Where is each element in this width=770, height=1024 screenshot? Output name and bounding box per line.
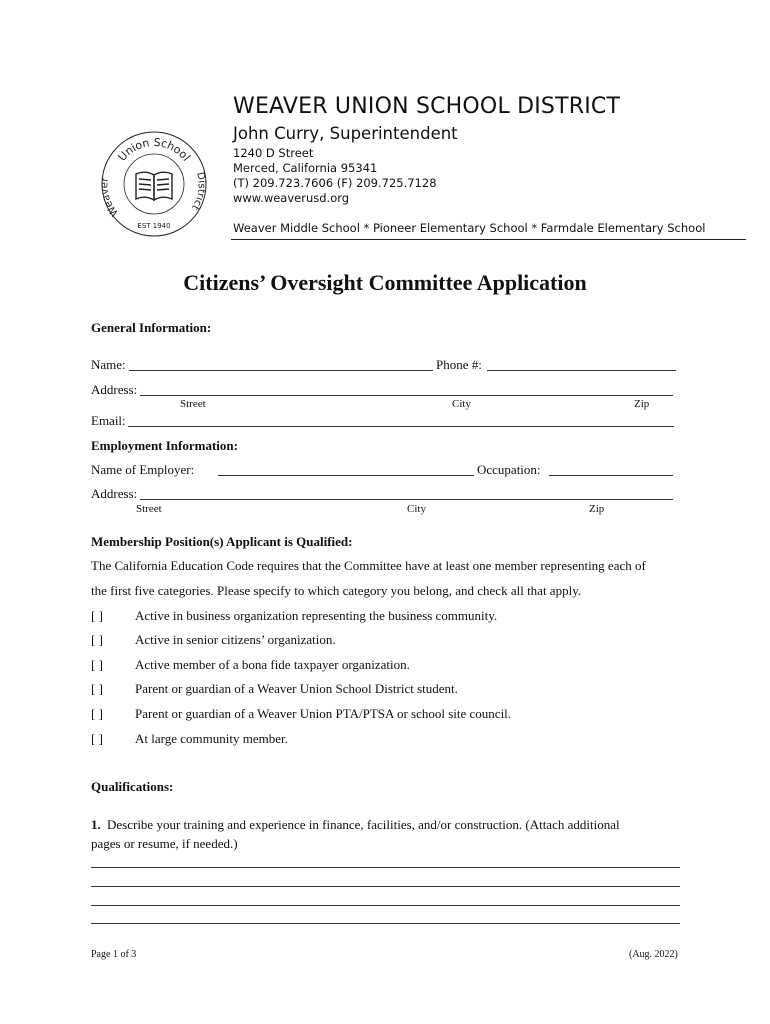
- district-phone: (T) 209.723.7606 (F) 209.725.7128: [233, 176, 437, 190]
- membership-text-line1: The California Education Code requires that the Committee have at least one member representing each of: [91, 558, 646, 573]
- employment-info-heading: Employment Information:: [91, 438, 238, 453]
- book-icon: [136, 172, 172, 200]
- email-field[interactable]: [128, 426, 674, 427]
- answer-line-1[interactable]: [91, 867, 680, 868]
- category-label-taxpayer: Active member of a bona fide taxpayer organization.: [135, 657, 410, 672]
- membership-text-line2: the first five categories. Please specify to which category you belong, and check all that apply.: [91, 583, 582, 598]
- category-label-parent-student: Parent or guardian of a Weaver Union School District student.: [135, 681, 458, 696]
- category-checkbox-parent-pta[interactable]: [ ]: [91, 706, 103, 721]
- employer-field[interactable]: [218, 475, 474, 476]
- category-checkbox-taxpayer[interactable]: [ ]: [91, 657, 103, 672]
- employer-zip-caption: Zip: [589, 503, 605, 515]
- category-checkbox-business[interactable]: [ ]: [91, 608, 103, 623]
- header-divider: [231, 239, 746, 240]
- answer-line-2[interactable]: [91, 886, 680, 887]
- address-field[interactable]: [140, 395, 673, 396]
- employer-address-label: Address:: [91, 486, 138, 501]
- district-name: WEAVER UNION SCHOOL DISTRICT: [233, 94, 621, 119]
- answer-line-3[interactable]: [91, 905, 680, 906]
- superintendent: John Curry, Superintendent: [233, 124, 458, 143]
- address-label: Address:: [91, 382, 138, 397]
- name-field[interactable]: [129, 370, 433, 371]
- seal-right-text: District: [189, 171, 207, 212]
- employer-address-field[interactable]: [140, 499, 673, 500]
- category-label-parent-pta: Parent or guardian of a Weaver Union PTA/PTSA or school site council.: [135, 706, 512, 721]
- employer-label: Name of Employer:: [91, 462, 195, 477]
- category-checkbox-senior[interactable]: [ ]: [91, 632, 103, 647]
- school-list: Weaver Middle School * Pioneer Elementary School * Farmdale Elementary School: [233, 221, 706, 235]
- general-info-heading: General Information:: [91, 320, 212, 335]
- name-label: Name:: [91, 357, 126, 372]
- seal-left-text: Weaver: [99, 176, 121, 218]
- category-checkbox-at-large[interactable]: [ ]: [91, 731, 103, 746]
- membership-heading: Membership Position(s) Applicant is Qualified:: [91, 534, 353, 549]
- occupation-field[interactable]: [549, 475, 673, 476]
- district-website[interactable]: www.weaverusd.org: [233, 191, 350, 205]
- zip-caption: Zip: [634, 398, 650, 410]
- revision-date: (Aug. 2022): [629, 949, 678, 960]
- occupation-label: Occupation:: [477, 462, 541, 477]
- form-title: Citizens’ Oversight Committee Application: [183, 270, 587, 295]
- district-street: 1240 D Street: [233, 146, 314, 160]
- employer-city-caption: City: [407, 503, 426, 515]
- phone-field[interactable]: [487, 370, 676, 371]
- seal-bottom-text: EST 1940: [137, 222, 171, 230]
- question-1-text-line2: pages or resume, if needed.): [91, 836, 238, 851]
- qualifications-heading: Qualifications:: [91, 779, 174, 794]
- category-label-senior: Active in senior citizens’ organization.: [135, 632, 336, 647]
- street-caption: Street: [180, 398, 206, 410]
- email-label: Email:: [91, 413, 126, 428]
- seal-top-text: Union School: [115, 135, 193, 164]
- phone-label: Phone #:: [436, 357, 482, 372]
- page-number: Page 1 of 3: [91, 949, 137, 960]
- question-1-text-line1: Describe your training and experience in finance, facilities, and/or construction. (Attach additional: [107, 817, 620, 832]
- employer-street-caption: Street: [136, 503, 162, 515]
- question-1-number: 1.: [91, 817, 101, 832]
- category-label-business: Active in business organization representing the business community.: [135, 608, 498, 623]
- district-city: Merced, California 95341: [233, 161, 378, 175]
- district-seal-logo: [98, 128, 210, 240]
- category-checkbox-parent-student[interactable]: [ ]: [91, 681, 103, 696]
- category-label-at-large: At large community member.: [135, 731, 288, 746]
- answer-line-4[interactable]: [91, 923, 680, 924]
- city-caption: City: [452, 398, 471, 410]
